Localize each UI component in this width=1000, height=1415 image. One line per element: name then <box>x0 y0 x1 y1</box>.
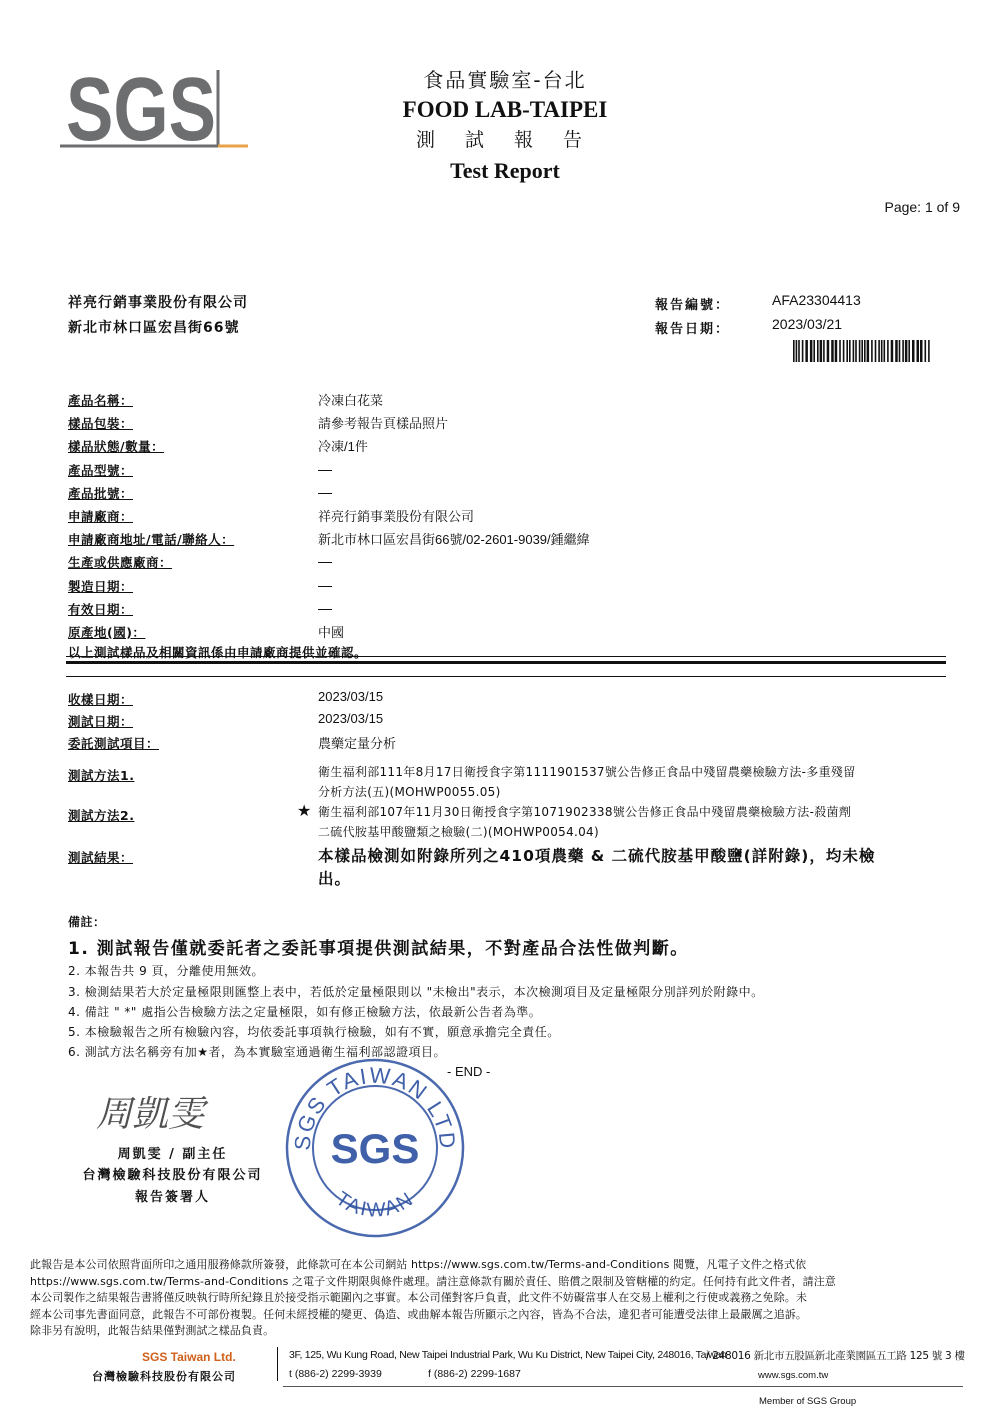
sample-info-label: 申請廠商： <box>68 509 134 524</box>
barcode-bar <box>875 340 877 362</box>
result-text: 本樣品檢測如附錄所列之410項農藥 & 二硫代胺基甲酸鹽(詳附錄)，均未檢 出。 <box>318 847 876 888</box>
signer-role: 報告簽署人 <box>134 1190 210 1205</box>
barcode-bar <box>793 340 795 362</box>
sample-info-value-dash <box>318 609 332 610</box>
barcode-bar <box>835 340 838 362</box>
signer-name-title: 周凱雯 / 副主任 <box>117 1147 228 1162</box>
footer-address-zh: / 248016 新北市五股區新北產業園區五工路 125 號 3 樓 <box>706 1350 965 1362</box>
barcode-bar <box>827 340 830 362</box>
test-info-value: 農藥定量分析 <box>318 736 397 751</box>
sample-info-label: 產品批號： <box>68 485 134 501</box>
test-info-value: 2023/03/15 <box>318 689 384 704</box>
sample-info-value: 冷凍白花菜 <box>318 393 384 408</box>
barcode-bar <box>925 340 927 362</box>
barcode-bar <box>802 340 804 362</box>
sample-info-value: 祥亮行銷事業股份有限公司 <box>318 509 475 524</box>
footer-company-en: SGS Taiwan Ltd. <box>142 1350 236 1364</box>
barcode-bar <box>849 340 851 362</box>
sample-note: 以上測試樣品及相關資訊係由申請廠商提供並確認。 <box>68 645 368 660</box>
remark-1: 1. 測試報告僅就委託者之委託事項提供測試結果，不對產品合法性做判斷。 <box>68 939 689 959</box>
barcode-bar <box>846 340 848 362</box>
svg-text:SGS: SGS <box>330 1125 420 1172</box>
svg-text:SGS: SGS <box>66 62 216 154</box>
remark-4: 4. 備註 " *" 處指公告檢驗方法之定量極限，如有修正檢驗方法，依最新公告者為準。 <box>68 1005 542 1019</box>
sgs-logo <box>60 62 250 154</box>
end-marker: - END - <box>447 1064 491 1079</box>
sample-info-label: 製造日期： <box>68 578 134 594</box>
sample-info-label: 生產或供應廠商： <box>68 555 173 571</box>
test-info-value: 2023/03/15 <box>318 711 384 726</box>
footer-member: Member of SGS Group <box>759 1396 857 1407</box>
footer-address-en: 3F, 125, Wu Kung Road, New Taipei Industrial Park, Wu Ku District, New Taipei City, 248016, Taiwan <box>289 1349 727 1361</box>
barcode-bar <box>928 340 930 362</box>
sample-info-value-dash <box>318 586 332 587</box>
method-1-text: 衛生福利部111年8月17日衛授食字第1111901537號公告修正食品中殘留農藥檢驗方法-多重殘留 分析方法(五)(MOHWP0055.05) <box>318 765 856 799</box>
method-1-label: 測試方法1. <box>68 768 135 783</box>
sample-info-label: 樣品狀態/數量： <box>68 439 165 455</box>
report-number-label: 報告編號： <box>655 298 731 313</box>
report-date-label: 報告日期： <box>655 322 731 337</box>
footer-rule <box>283 1386 963 1387</box>
barcode-bar <box>902 340 904 362</box>
svg-text:周凱雯: 周凱雯 <box>96 1094 205 1135</box>
method-2-text: 衛生福利部107年11月30日衛授食字第1071902338號公告修正食品中殘留農藥檢驗方法-殺菌劑 二硫代胺基甲酸鹽類之檢驗(二)(MOHWP0054.04) <box>318 805 852 839</box>
barcode-bar <box>905 340 908 362</box>
barcode-bar <box>831 340 834 362</box>
sample-info-value: 冷凍/1件 <box>318 439 368 455</box>
report-title-en: Test Report <box>450 158 560 183</box>
lab-name-en: FOOD LAB-TAIPEI <box>402 97 608 122</box>
sample-info-label: 樣品包裝： <box>68 416 134 432</box>
applicant-name: 祥亮行銷事業股份有限公司 <box>68 295 248 311</box>
barcode-bar <box>887 340 889 362</box>
divider-thick <box>66 661 946 664</box>
report-title-zh: 測 試 報 告 <box>415 129 595 151</box>
barcode-bar <box>823 340 825 362</box>
barcode-bar <box>855 340 857 362</box>
svg-text:TAIWAN: TAIWAN <box>331 1187 419 1222</box>
result-label: 測試結果： <box>68 850 134 865</box>
sgs-stamp <box>280 1053 470 1243</box>
test-info-label: 收樣日期： <box>68 692 134 707</box>
barcode-bar <box>820 340 823 362</box>
barcode-bar <box>899 340 901 362</box>
remarks-title: 備註： <box>68 915 106 929</box>
remark-6: 6. 測試方法名稱旁有加★者，為本實驗室通過衛生福利部認證項目。 <box>68 1045 447 1059</box>
barcode-bar <box>881 340 883 362</box>
sample-info-value: 新北市林口區宏昌街66號/02-2601-9039/鍾繼緯 <box>318 532 590 548</box>
divider-section <box>66 676 946 677</box>
barcode-bar <box>878 340 880 362</box>
barcode-bar <box>839 340 841 362</box>
sample-info-value-dash <box>318 562 332 563</box>
remark-3: 3. 檢測結果若大於定量極限則匯整上表中，若低於定量極限則以 "未檢出"表示，本次檢測項目及定量極限分別詳列於附錄中。 <box>68 985 764 999</box>
svg-text:SGS TAIWAN LTD: SGS TAIWAN LTD <box>289 1062 461 1152</box>
barcode-bar <box>912 340 915 362</box>
barcode-bar <box>920 340 923 362</box>
footer-tel: t (886-2) 2299-3939 <box>289 1368 382 1380</box>
barcode-bar <box>861 340 863 362</box>
barcode-bar <box>917 340 920 362</box>
remark-2: 2. 本報告共 9 頁，分離使用無效。 <box>68 964 265 978</box>
lab-name-zh: 食品實驗室-台北 <box>423 68 587 92</box>
sample-info-value-dash <box>318 470 332 471</box>
barcode-bar <box>798 340 800 362</box>
page-number: Page: 1 of 9 <box>884 199 960 215</box>
report-date: 2023/03/21 <box>772 316 843 332</box>
sample-info-label: 原產地(國)： <box>68 625 146 640</box>
barcode-bar <box>867 340 870 362</box>
sample-info-label: 申請廠商地址/電話/聯絡人： <box>68 532 235 548</box>
sample-info-value: 中國 <box>318 625 345 640</box>
report-number: AFA23304413 <box>772 292 861 308</box>
test-info-label: 委託測試項目： <box>68 736 160 751</box>
signer-company: 台灣檢驗科技股份有限公司 <box>82 1168 263 1183</box>
barcode-bar <box>817 340 819 362</box>
report-header <box>300 70 710 182</box>
barcode-bar <box>796 340 798 362</box>
barcode-bar <box>843 340 845 362</box>
barcode-bar <box>864 340 866 362</box>
barcode-bar <box>895 340 898 362</box>
method-2-label: 測試方法2. <box>68 808 135 823</box>
test-info-label: 測試日期： <box>68 714 134 729</box>
sample-info-label: 有效日期： <box>68 601 134 617</box>
barcode-bar <box>884 340 886 362</box>
barcode-bar <box>871 340 873 362</box>
handwritten-signature <box>92 1086 242 1136</box>
barcode-bar <box>859 340 861 362</box>
barcode-bar <box>853 340 855 362</box>
sample-info-label: 產品名稱： <box>68 393 134 408</box>
footer-fax: f (886-2) 2299-1687 <box>428 1368 521 1380</box>
footer-company-zh: 台灣檢驗科技股份有限公司 <box>92 1370 236 1383</box>
sample-info-value-dash <box>318 493 332 494</box>
barcode-bar <box>810 340 813 362</box>
accredited-star-icon: ★ <box>297 801 312 820</box>
footer-divider <box>277 1347 278 1381</box>
barcode-bar <box>891 340 894 362</box>
sample-info-label: 產品型號： <box>68 462 134 478</box>
barcode-bar <box>908 340 910 362</box>
disclaimer: 此報告是本公司依照背面所印之通用服務條款所簽發，此條款可在本公司網站 https://www.sgs.com.tw/Terms-and-Conditions 閱覽，凡電子文件之格式依 https://www.sgs.com.tw/Terms-and-Conditions 之電子文件期限與條件處理。請注意條款有關於責任、賠償之限制及管轄權的約定。任何持有此文件者，請注意 本公司製作之結果報告書將僅反映執行時所紀錄且於接受指示範圍內之事實。本公司僅對客戶負責，此文件不妨礙當事人在交易上權利之行使或義務之免除。未 經本公司事先書面同意，此報告不可部份複製。任何未經授權的變更、偽造、或曲解本報告所顯示之內容，皆為不合法，違犯者可能遭受法律上最嚴厲之追訴。 除非另有說明，此報告結果僅對測試之樣品負責。 <box>30 1258 836 1338</box>
sample-info-value: 請參考報告頁樣品照片 <box>318 416 449 432</box>
barcode-bar <box>813 340 815 362</box>
applicant-address: 新北市林口區宏昌街66號 <box>68 320 240 336</box>
barcode <box>793 340 933 362</box>
barcode-bar <box>805 340 808 362</box>
remark-5: 5. 本檢驗報告之所有檢驗內容，均依委託事項執行檢驗，如有不實，願意承擔完全責任。 <box>68 1025 560 1039</box>
footer-website: www.sgs.com.tw <box>758 1370 829 1381</box>
